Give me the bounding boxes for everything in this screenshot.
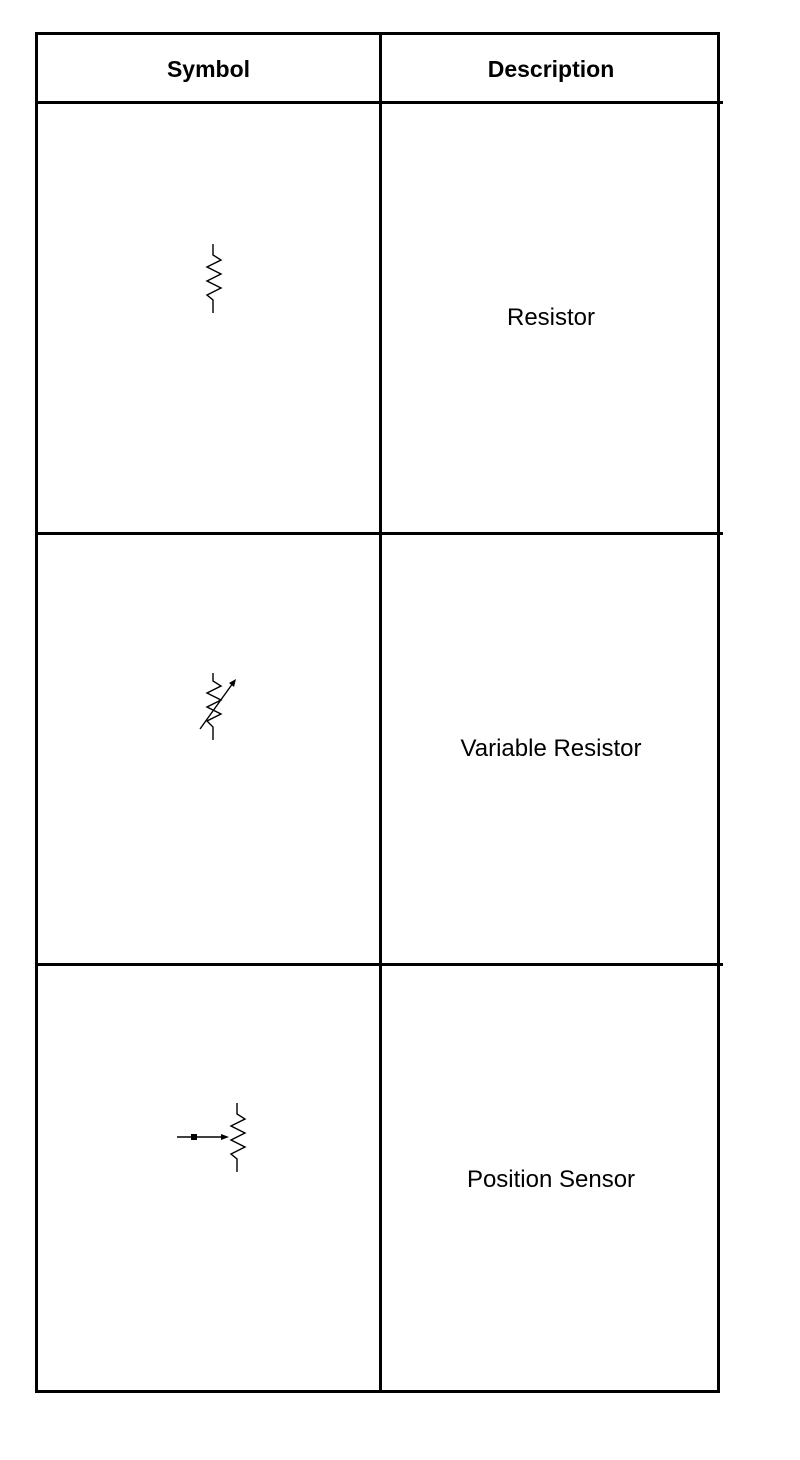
table-row-symbol xyxy=(38,966,379,1393)
table-row-description: Position Sensor xyxy=(466,1165,636,1193)
symbol-table xyxy=(35,32,720,1393)
header-description: Description xyxy=(487,55,615,82)
table-row-symbol xyxy=(38,535,379,963)
table-row-description: Variable Resistor xyxy=(460,735,642,762)
resistor-icon xyxy=(200,242,230,322)
header-symbol: Symbol xyxy=(166,55,251,82)
table-row-symbol xyxy=(38,104,379,532)
position-sensor-icon xyxy=(173,1101,253,1181)
variable-resistor-icon xyxy=(196,671,246,751)
table-row-description: Resistor xyxy=(506,304,596,331)
